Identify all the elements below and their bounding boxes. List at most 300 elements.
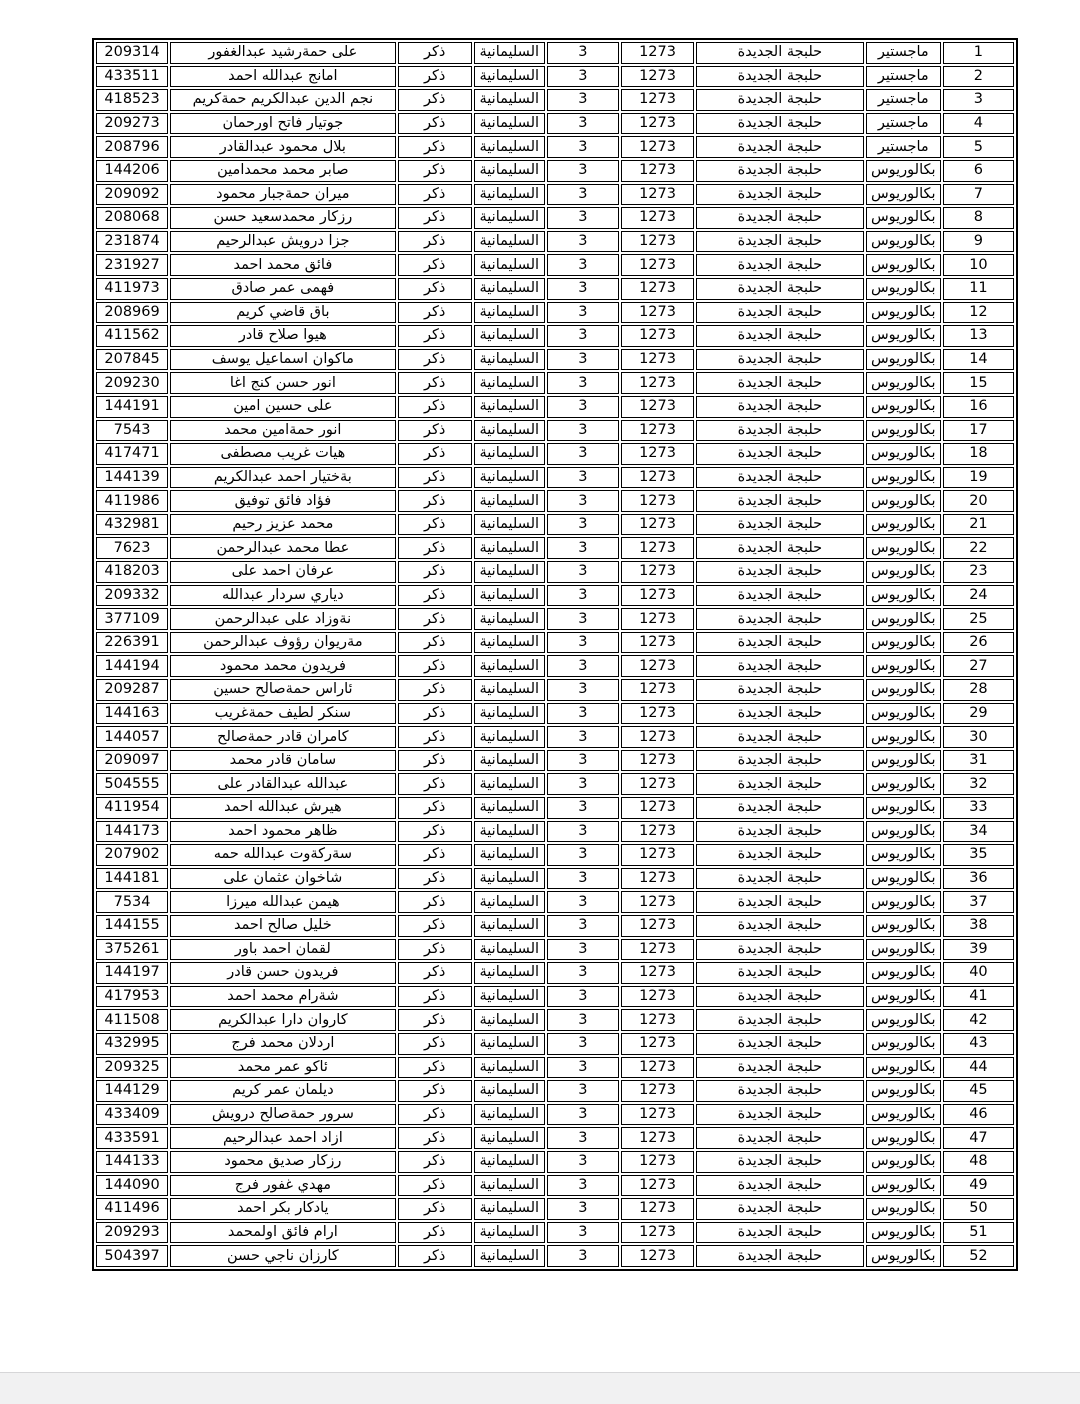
- degree-cell: بكالوريوس: [866, 679, 941, 701]
- id-cell: 411986: [96, 490, 168, 512]
- id-cell: 144191: [96, 396, 168, 418]
- governorate-cell: السليمانية: [474, 1009, 545, 1031]
- table-row: [96, 302, 1014, 324]
- gender-cell: ذكر: [398, 1104, 472, 1126]
- gender-cell: ذكر: [398, 467, 472, 489]
- name-cell: سنكر لطيف حمةغريب: [170, 703, 396, 725]
- viewer-bottom-bar: [0, 1372, 1080, 1404]
- number-cell: 1273: [621, 113, 694, 135]
- sequence-cell: 32: [943, 773, 1014, 795]
- governorate-cell: السليمانية: [474, 915, 545, 937]
- sequence-cell: 33: [943, 797, 1014, 819]
- id-cell: 209314: [96, 42, 168, 64]
- degree-cell: بكالوريوس: [866, 302, 941, 324]
- governorate-cell: السليمانية: [474, 160, 545, 182]
- degree-cell: بكالوريوس: [866, 773, 941, 795]
- number-cell: 1273: [621, 868, 694, 890]
- table-row: [96, 372, 1014, 394]
- id-cell: 209092: [96, 184, 168, 206]
- number-cell: 1273: [621, 443, 694, 465]
- degree-cell: بكالوريوس: [866, 632, 941, 654]
- name-cell: ماكوان اسماعيل يوسف: [170, 349, 396, 371]
- governorate-cell: السليمانية: [474, 655, 545, 677]
- number-cell: 1273: [621, 891, 694, 913]
- number-cell: 1273: [621, 514, 694, 536]
- code-cell: 3: [547, 939, 619, 961]
- code-cell: 3: [547, 490, 619, 512]
- name-cell: اردلان محمد فرج: [170, 1033, 396, 1055]
- gender-cell: ذكر: [398, 939, 472, 961]
- code-cell: 3: [547, 750, 619, 772]
- degree-cell: بكالوريوس: [866, 561, 941, 583]
- table-row: [96, 632, 1014, 654]
- number-cell: 1273: [621, 844, 694, 866]
- id-cell: 144181: [96, 868, 168, 890]
- degree-cell: بكالوريوس: [866, 372, 941, 394]
- table-row: [96, 868, 1014, 890]
- name-cell: يادكار بكر احمد: [170, 1198, 396, 1220]
- name-cell: خليل صالح احمد: [170, 915, 396, 937]
- sequence-cell: 36: [943, 868, 1014, 890]
- degree-cell: بكالوريوس: [866, 655, 941, 677]
- sequence-cell: 42: [943, 1009, 1014, 1031]
- table-row: [96, 467, 1014, 489]
- gender-cell: ذكر: [398, 962, 472, 984]
- number-cell: 1273: [621, 537, 694, 559]
- location-cell: حلبجة الجديدة: [696, 773, 864, 795]
- code-cell: 3: [547, 1175, 619, 1197]
- id-cell: 144197: [96, 962, 168, 984]
- number-cell: 1273: [621, 1245, 694, 1267]
- degree-cell: بكالوريوس: [866, 349, 941, 371]
- sequence-cell: 45: [943, 1080, 1014, 1102]
- sequence-cell: 14: [943, 349, 1014, 371]
- number-cell: 1273: [621, 655, 694, 677]
- degree-cell: بكالوريوس: [866, 1175, 941, 1197]
- name-cell: كاروان دارا عبدالكريم: [170, 1009, 396, 1031]
- governorate-cell: السليمانية: [474, 962, 545, 984]
- name-cell: امانج عبدالله احمد: [170, 66, 396, 88]
- id-cell: 417953: [96, 986, 168, 1008]
- id-cell: 411973: [96, 278, 168, 300]
- table-row: [96, 1151, 1014, 1173]
- name-cell: مهدي غفور فرج: [170, 1175, 396, 1197]
- code-cell: 3: [547, 821, 619, 843]
- sequence-cell: 22: [943, 537, 1014, 559]
- sequence-cell: 26: [943, 632, 1014, 654]
- id-cell: 209097: [96, 750, 168, 772]
- gender-cell: ذكر: [398, 679, 472, 701]
- code-cell: 3: [547, 726, 619, 748]
- code-cell: 3: [547, 160, 619, 182]
- gender-cell: ذكر: [398, 254, 472, 276]
- code-cell: 3: [547, 1127, 619, 1149]
- id-cell: 504397: [96, 1245, 168, 1267]
- location-cell: حلبجة الجديدة: [696, 420, 864, 442]
- number-cell: 1273: [621, 797, 694, 819]
- degree-cell: بكالوريوس: [866, 1057, 941, 1079]
- location-cell: حلبجة الجديدة: [696, 726, 864, 748]
- degree-cell: ماجستير: [866, 66, 941, 88]
- sequence-cell: 35: [943, 844, 1014, 866]
- governorate-cell: السليمانية: [474, 939, 545, 961]
- code-cell: 3: [547, 797, 619, 819]
- number-cell: 1273: [621, 1009, 694, 1031]
- degree-cell: بكالوريوس: [866, 490, 941, 512]
- sequence-cell: 25: [943, 608, 1014, 630]
- table-row: [96, 1198, 1014, 1220]
- location-cell: حلبجة الجديدة: [696, 537, 864, 559]
- id-cell: 209287: [96, 679, 168, 701]
- degree-cell: بكالوريوس: [866, 1009, 941, 1031]
- code-cell: 3: [547, 325, 619, 347]
- code-cell: 3: [547, 1245, 619, 1267]
- table-row: [96, 821, 1014, 843]
- number-cell: 1273: [621, 490, 694, 512]
- id-cell: 411562: [96, 325, 168, 347]
- name-cell: هيات غريب مصطفی: [170, 443, 396, 465]
- location-cell: حلبجة الجديدة: [696, 207, 864, 229]
- location-cell: حلبجة الجديدة: [696, 655, 864, 677]
- location-cell: حلبجة الجديدة: [696, 396, 864, 418]
- governorate-cell: السليمانية: [474, 490, 545, 512]
- table-row: [96, 561, 1014, 583]
- code-cell: 3: [547, 1057, 619, 1079]
- sequence-cell: 10: [943, 254, 1014, 276]
- name-cell: شةرام محمد احمد: [170, 986, 396, 1008]
- name-cell: رزكار صديق محمود: [170, 1151, 396, 1173]
- table-row: [96, 1175, 1014, 1197]
- governorate-cell: السليمانية: [474, 254, 545, 276]
- name-cell: ارام فائق اولمحمد: [170, 1222, 396, 1244]
- id-cell: 231927: [96, 254, 168, 276]
- governorate-cell: السليمانية: [474, 585, 545, 607]
- number-cell: 1273: [621, 254, 694, 276]
- gender-cell: ذكر: [398, 750, 472, 772]
- code-cell: 3: [547, 349, 619, 371]
- id-cell: 144163: [96, 703, 168, 725]
- roster-table: [92, 38, 1018, 1271]
- sequence-cell: 23: [943, 561, 1014, 583]
- table-row: [96, 726, 1014, 748]
- gender-cell: ذكر: [398, 66, 472, 88]
- code-cell: 3: [547, 184, 619, 206]
- name-cell: هيرش عبدالله احمد: [170, 797, 396, 819]
- name-cell: فائق محمد احمد: [170, 254, 396, 276]
- sequence-cell: 18: [943, 443, 1014, 465]
- id-cell: 411508: [96, 1009, 168, 1031]
- number-cell: 1273: [621, 136, 694, 158]
- code-cell: 3: [547, 254, 619, 276]
- degree-cell: بكالوريوس: [866, 160, 941, 182]
- location-cell: حلبجة الجديدة: [696, 302, 864, 324]
- degree-cell: بكالوريوس: [866, 844, 941, 866]
- governorate-cell: السليمانية: [474, 231, 545, 253]
- location-cell: حلبجة الجديدة: [696, 585, 864, 607]
- name-cell: صابر محمد محمدامين: [170, 160, 396, 182]
- id-cell: 144090: [96, 1175, 168, 1197]
- number-cell: 1273: [621, 207, 694, 229]
- id-cell: 432995: [96, 1033, 168, 1055]
- location-cell: حلبجة الجديدة: [696, 160, 864, 182]
- table-row: [96, 608, 1014, 630]
- code-cell: 3: [547, 207, 619, 229]
- id-cell: 144194: [96, 655, 168, 677]
- id-cell: 144129: [96, 1080, 168, 1102]
- gender-cell: ذكر: [398, 207, 472, 229]
- location-cell: حلبجة الجديدة: [696, 1104, 864, 1126]
- number-cell: 1273: [621, 608, 694, 630]
- number-cell: 1273: [621, 1175, 694, 1197]
- degree-cell: بكالوريوس: [866, 420, 941, 442]
- gender-cell: ذكر: [398, 231, 472, 253]
- gender-cell: ذكر: [398, 891, 472, 913]
- number-cell: 1273: [621, 1033, 694, 1055]
- name-cell: لقمان احمد باور: [170, 939, 396, 961]
- degree-cell: بكالوريوس: [866, 962, 941, 984]
- degree-cell: بكالوريوس: [866, 891, 941, 913]
- location-cell: حلبجة الجديدة: [696, 66, 864, 88]
- sequence-cell: 17: [943, 420, 1014, 442]
- degree-cell: ماجستير: [866, 136, 941, 158]
- code-cell: 3: [547, 915, 619, 937]
- table-row: [96, 1245, 1014, 1267]
- location-cell: حلبجة الجديدة: [696, 915, 864, 937]
- location-cell: حلبجة الجديدة: [696, 1033, 864, 1055]
- sequence-cell: 12: [943, 302, 1014, 324]
- sequence-cell: 3: [943, 89, 1014, 111]
- name-cell: محمد عزيز رحيم: [170, 514, 396, 536]
- gender-cell: ذكر: [398, 561, 472, 583]
- table-row: [96, 420, 1014, 442]
- gender-cell: ذكر: [398, 655, 472, 677]
- location-cell: حلبجة الجديدة: [696, 254, 864, 276]
- id-cell: 208969: [96, 302, 168, 324]
- number-cell: 1273: [621, 1151, 694, 1173]
- id-cell: 377109: [96, 608, 168, 630]
- code-cell: 3: [547, 655, 619, 677]
- number-cell: 1273: [621, 679, 694, 701]
- gender-cell: ذكر: [398, 443, 472, 465]
- name-cell: فهمی عمر صادق: [170, 278, 396, 300]
- code-cell: 3: [547, 302, 619, 324]
- gender-cell: ذكر: [398, 514, 472, 536]
- location-cell: حلبجة الجديدة: [696, 325, 864, 347]
- id-cell: 144057: [96, 726, 168, 748]
- number-cell: 1273: [621, 372, 694, 394]
- governorate-cell: السليمانية: [474, 726, 545, 748]
- table-row: [96, 349, 1014, 371]
- table-row: [96, 396, 1014, 418]
- sequence-cell: 47: [943, 1127, 1014, 1149]
- gender-cell: ذكر: [398, 1080, 472, 1102]
- table-row: [96, 962, 1014, 984]
- gender-cell: ذكر: [398, 585, 472, 607]
- degree-cell: بكالوريوس: [866, 1080, 941, 1102]
- number-cell: 1273: [621, 396, 694, 418]
- name-cell: انور حمةامين محمد: [170, 420, 396, 442]
- governorate-cell: السليمانية: [474, 136, 545, 158]
- governorate-cell: السليمانية: [474, 42, 545, 64]
- governorate-cell: السليمانية: [474, 1175, 545, 1197]
- sequence-cell: 46: [943, 1104, 1014, 1126]
- location-cell: حلبجة الجديدة: [696, 1009, 864, 1031]
- name-cell: بلال محمود عبدالقادر: [170, 136, 396, 158]
- id-cell: 504555: [96, 773, 168, 795]
- code-cell: 3: [547, 537, 619, 559]
- name-cell: سامان قادر محمد: [170, 750, 396, 772]
- gender-cell: ذكر: [398, 773, 472, 795]
- location-cell: حلبجة الجديدة: [696, 1127, 864, 1149]
- degree-cell: بكالوريوس: [866, 703, 941, 725]
- sequence-cell: 40: [943, 962, 1014, 984]
- name-cell: ظاهر محمود احمد: [170, 821, 396, 843]
- code-cell: 3: [547, 1222, 619, 1244]
- gender-cell: ذكر: [398, 1175, 472, 1197]
- name-cell: دياري سردار عبدالله: [170, 585, 396, 607]
- gender-cell: ذكر: [398, 726, 472, 748]
- location-cell: حلبجة الجديدة: [696, 1198, 864, 1220]
- governorate-cell: السليمانية: [474, 302, 545, 324]
- number-cell: 1273: [621, 160, 694, 182]
- gender-cell: ذكر: [398, 184, 472, 206]
- number-cell: 1273: [621, 42, 694, 64]
- degree-cell: بكالوريوس: [866, 797, 941, 819]
- location-cell: حلبجة الجديدة: [696, 443, 864, 465]
- table-row: [96, 703, 1014, 725]
- governorate-cell: السليمانية: [474, 113, 545, 135]
- location-cell: حلبجة الجديدة: [696, 349, 864, 371]
- degree-cell: بكالوريوس: [866, 254, 941, 276]
- table-row: [96, 915, 1014, 937]
- table-row: [96, 655, 1014, 677]
- table-row: [96, 184, 1014, 206]
- name-cell: عبدالله عبدالقادر علی: [170, 773, 396, 795]
- id-cell: 7534: [96, 891, 168, 913]
- location-cell: حلبجة الجديدة: [696, 231, 864, 253]
- id-cell: 207845: [96, 349, 168, 371]
- code-cell: 3: [547, 608, 619, 630]
- governorate-cell: السليمانية: [474, 537, 545, 559]
- name-cell: هيوا صلاح قادر: [170, 325, 396, 347]
- governorate-cell: السليمانية: [474, 184, 545, 206]
- degree-cell: بكالوريوس: [866, 184, 941, 206]
- location-cell: حلبجة الجديدة: [696, 1057, 864, 1079]
- sequence-cell: 21: [943, 514, 1014, 536]
- sequence-cell: 50: [943, 1198, 1014, 1220]
- sequence-cell: 43: [943, 1033, 1014, 1055]
- code-cell: 3: [547, 89, 619, 111]
- location-cell: حلبجة الجديدة: [696, 561, 864, 583]
- gender-cell: ذكر: [398, 89, 472, 111]
- code-cell: 3: [547, 1151, 619, 1173]
- sequence-cell: 49: [943, 1175, 1014, 1197]
- sequence-cell: 39: [943, 939, 1014, 961]
- sequence-cell: 27: [943, 655, 1014, 677]
- sequence-cell: 15: [943, 372, 1014, 394]
- gender-cell: ذكر: [398, 632, 472, 654]
- governorate-cell: السليمانية: [474, 420, 545, 442]
- name-cell: فريدون حسن قادر: [170, 962, 396, 984]
- table-row: [96, 537, 1014, 559]
- name-cell: ئاكو عمر محمد: [170, 1057, 396, 1079]
- gender-cell: ذكر: [398, 302, 472, 324]
- name-cell: باق قاضي كريم: [170, 302, 396, 324]
- degree-cell: بكالوريوس: [866, 608, 941, 630]
- gender-cell: ذكر: [398, 420, 472, 442]
- name-cell: نةوزاد علی عبدالرحمن: [170, 608, 396, 630]
- code-cell: 3: [547, 514, 619, 536]
- gender-cell: ذكر: [398, 113, 472, 135]
- location-cell: حلبجة الجديدة: [696, 136, 864, 158]
- number-cell: 1273: [621, 89, 694, 111]
- degree-cell: بكالوريوس: [866, 726, 941, 748]
- location-cell: حلبجة الجديدة: [696, 1245, 864, 1267]
- code-cell: 3: [547, 443, 619, 465]
- gender-cell: ذكر: [398, 1245, 472, 1267]
- sequence-cell: 37: [943, 891, 1014, 913]
- degree-cell: بكالوريوس: [866, 467, 941, 489]
- gender-cell: ذكر: [398, 1151, 472, 1173]
- id-cell: 411954: [96, 797, 168, 819]
- location-cell: حلبجة الجديدة: [696, 939, 864, 961]
- degree-cell: بكالوريوس: [866, 821, 941, 843]
- id-cell: 209332: [96, 585, 168, 607]
- id-cell: 144139: [96, 467, 168, 489]
- governorate-cell: السليمانية: [474, 1245, 545, 1267]
- name-cell: كامران قادر حمةصالح: [170, 726, 396, 748]
- number-cell: 1273: [621, 66, 694, 88]
- governorate-cell: السليمانية: [474, 207, 545, 229]
- code-cell: 3: [547, 1080, 619, 1102]
- gender-cell: ذكر: [398, 1009, 472, 1031]
- number-cell: 1273: [621, 420, 694, 442]
- location-cell: حلبجة الجديدة: [696, 89, 864, 111]
- code-cell: 3: [547, 632, 619, 654]
- code-cell: 3: [547, 372, 619, 394]
- degree-cell: بكالوريوس: [866, 325, 941, 347]
- number-cell: 1273: [621, 467, 694, 489]
- degree-cell: ماجستير: [866, 42, 941, 64]
- location-cell: حلبجة الجديدة: [696, 679, 864, 701]
- code-cell: 3: [547, 1033, 619, 1055]
- code-cell: 3: [547, 891, 619, 913]
- number-cell: 1273: [621, 1104, 694, 1126]
- name-cell: ازاد احمد عبدالرحيم: [170, 1127, 396, 1149]
- name-cell: رزكار محمدسعيد حسن: [170, 207, 396, 229]
- governorate-cell: السليمانية: [474, 679, 545, 701]
- name-cell: سرور حمةصالح درويش: [170, 1104, 396, 1126]
- location-cell: حلبجة الجديدة: [696, 632, 864, 654]
- gender-cell: ذكر: [398, 372, 472, 394]
- gender-cell: ذكر: [398, 608, 472, 630]
- number-cell: 1273: [621, 231, 694, 253]
- code-cell: 3: [547, 66, 619, 88]
- gender-cell: ذكر: [398, 1057, 472, 1079]
- governorate-cell: السليمانية: [474, 514, 545, 536]
- gender-cell: ذكر: [398, 986, 472, 1008]
- governorate-cell: السليمانية: [474, 750, 545, 772]
- degree-cell: بكالوريوس: [866, 750, 941, 772]
- code-cell: 3: [547, 1104, 619, 1126]
- location-cell: حلبجة الجديدة: [696, 891, 864, 913]
- name-cell: علی حمةرشيد عبدالغفور: [170, 42, 396, 64]
- sequence-cell: 41: [943, 986, 1014, 1008]
- code-cell: 3: [547, 773, 619, 795]
- location-cell: حلبجة الجديدة: [696, 868, 864, 890]
- sequence-cell: 1: [943, 42, 1014, 64]
- code-cell: 3: [547, 703, 619, 725]
